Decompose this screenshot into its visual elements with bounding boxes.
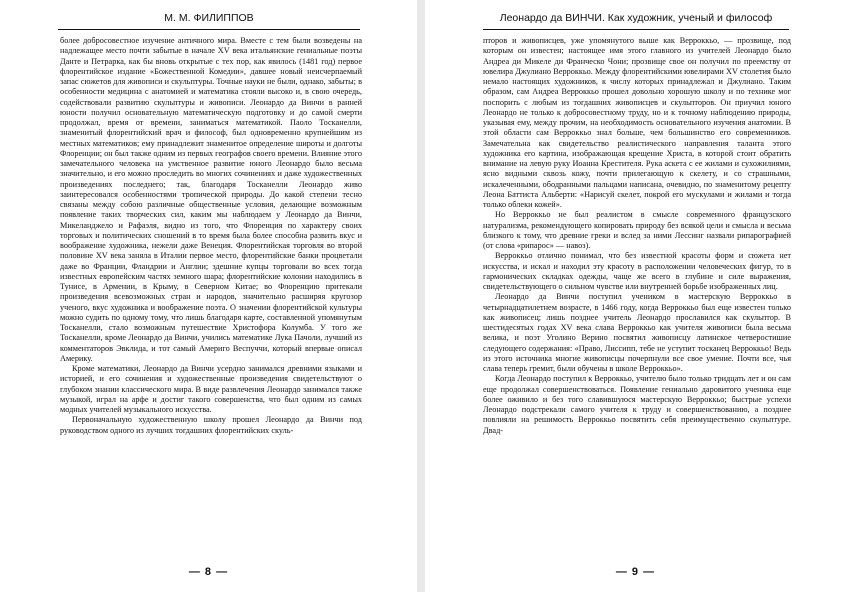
paragraph: пторов и живописцев, уже упомянутого выше как Верроккьо, — прозвище, под которым он известен; настоящее имя этого главного из учителей Леонардо было Андреа ди Микеле ди Франческо Чони; прозвище свое он получил по преемству от ювелира Джулиано Верроккьо. Между флорентийскими ювелирами XV столетия было немало настоящих художников, к числу которых принадлежал и Джулиано. Таким образом, сам Андреа Верроккьо прошел довольно хорошую школу и по технике мог поспорить с любым из тогдашних живописцев и скульпторов. Он приучил юного Леонардо не только к добросовестному труду, но и к точному наблюдению природы, указывая ему, между прочим, на необходимость основательного изучения анатомии. В этой области сам Верроккьо знал больше, чем большинство его современников. Замечательна как свидетельство реалистического направления таланта этого художника его картина, изображающая крещение Христа, в которой стоит обратить внимание на левую руку Иоанна Крестителя. Рука аскета с ее жилами и сухожилиями, ясно видными сквозь кожу, почти прилегающую к скелету, и со страшными, искалеченными, ободранными пальцами написана, очевидно, по знаменитому рецепту Леона Баттиста Альберти: «Нарисуй скелет, покрой его мускулами и жилами и тогда только облеки кожей».	[483, 36, 791, 209]
page-body	[483, 36, 791, 436]
right-page	[425, 0, 846, 592]
page-body	[60, 36, 362, 436]
page-number: — 8 —	[188, 566, 229, 578]
paragraph: Кроме математики, Леонардо да Винчи усердно занимался древними языками и историей, и его сочинения и художественные произведения свидетельствуют о глубоком знании классического мира. В виде развлечения Леонардо занимался также музыкой, играл на арфе и достиг такого совершенства, что был одним из самых модных учителей музыкального искусства.	[60, 364, 362, 414]
paragraph: Верроккьо отлично понимал, что без известной красоты форм и сюжета нет искусства, и искал и находил эту красоту в расположении человеческих фигур, то в гармонических складках одежды, чаще же всего в глубине и силе выражения, свидетельствующего о сильном чувстве или внутренней борьбе изображенных лиц.	[483, 251, 791, 291]
paragraph: Когда Леонардо поступил к Верроккьо, учителю было только тридцать лет и он сам еще продолжал совершенствоваться. Появление гениально даровитого ученика еще более оживило и без того славившуюся мастерскую Верроккьо; быстрые успехи Леонардо подстрекали самого учителя к труду и совершенствованию, а позднее повлияли на решимость Верроккьо посвятить себя преимущественно скульптуре. Двад-	[483, 374, 791, 435]
paragraph: более добросовестное изучение античного мира. Вместе с тем были возведены на надлежащее место почти забытые в начале XV века итальянские гениальные поэты Данте и Петрарка, как бы вновь открытые с тех пор, как явилось (1481 год) первое флорентийское издание «Божественной Комедии», давшее новый неисчерпаемый запас сюжетов для живописи и скульптуры. Точные науки не были, однако, забыты; в особенности медицина с анатомией и математика стояли высоко и, в свою очередь, содействовали развитию скульптуры и живописи. Леонардо да Винчи в ранней юности получил основательную математическую подготовку и до самой смерти продолжал, время от времени, заниматься математикой. Паоло Тосканелли, знаменитый флорентийский врач и философ, был одновременно крупнейшим из местных математиков; ему принадлежит знаменитое определение широты и долготы Флоренции; он был также одним из первых географов своего времени. Влияние этого замечательного человека на умственное развитие юного Леонардо было весьма значительно, и его можно проследить во многих сочинениях и даже художественных произведениях последнего; так, благодаря Тосканелли Леонардо живо заинтересовался особенностями тропической природы. До какой степени тесно связаны между собою различные общественные условия, делающие возможным появление таких творческих сил, каким мы наблюдаем у Леонардо да Винчи, Микеланджело и Рафаэля, видно из того, что Флоренция по характеру своих торговых и политических сношений в то время была более способна развить вкус и воображение художника, нежели даже Венеция. Флорентийская торговля во второй половине XV века заняла в Италии первое место, флорентийские банки процветали даже во Франции, Фландрии и Англии; здешние купцы торговали во всех тогда известных европейским частях земного шара; флорентийские колонии находились в Тунисе, в Армении, в Крыму, в Северном Китае; во Флоренцию притекали произведения всевозможных стран и народов, значительно расширяя кругозор ученого, вкус художника и воображение поэта. О значении флорентийской культуры можно судить по одному тому, что лишь благодаря карте, составленной упомянутым Тосканелли, стало возможным путешествие Христофора Колумба. У того же Тосканелли, кроме Леонардо да Винчи, учились математике Лука Пачоли, лучший из комментаторов Эвклида, и тот самый Америго Веспуччи, который впервые описал Америку.	[60, 36, 362, 363]
paragraph: Леонардо да Винчи поступил учеником в мастерскую Верроккьо в четырнадцатилетнем возрасте, в 1466 году, когда Верроккьо был еще известен только как живописец; лишь позднее учитель Леонардо прославился как скульптор. В шестидесятых годах XV века слава Верроккьо как учителя живописи была весьма велика, и поэт Уголино Верино посвятил живописцу латинское четверостишие следующего содержания: «Право, Лиссипп, тебе не уступит тосканец Верроккьо! Ведь из этого источника многие живописцы почерпнули все свое умение. Почти все, чья слава теперь гремит, были обучены в школе Верроккьо».	[483, 292, 791, 373]
left-page	[0, 0, 417, 592]
paragraph: Первоначальную художественную школу прошел Леонардо да Винчи под руководством одного из лучших тогдашних флорентийских скуль-	[60, 415, 362, 435]
paragraph: Но Верроккьо не был реалистом в смысле современного французского натурализма, рекомендующего копировать природу без всякой цели и смысла и весьма близкого к тому, что древние греки и вслед за ними Лессинг назвали рипарографией (от слова «рипарос» — навоз).	[483, 210, 791, 250]
page-header-author: М. М. ФИЛИППОВ	[58, 12, 360, 30]
page-number: — 9 —	[615, 566, 656, 578]
page-header-title: Леонардо да ВИНЧИ. Как художник, ученый и философ	[483, 12, 789, 30]
